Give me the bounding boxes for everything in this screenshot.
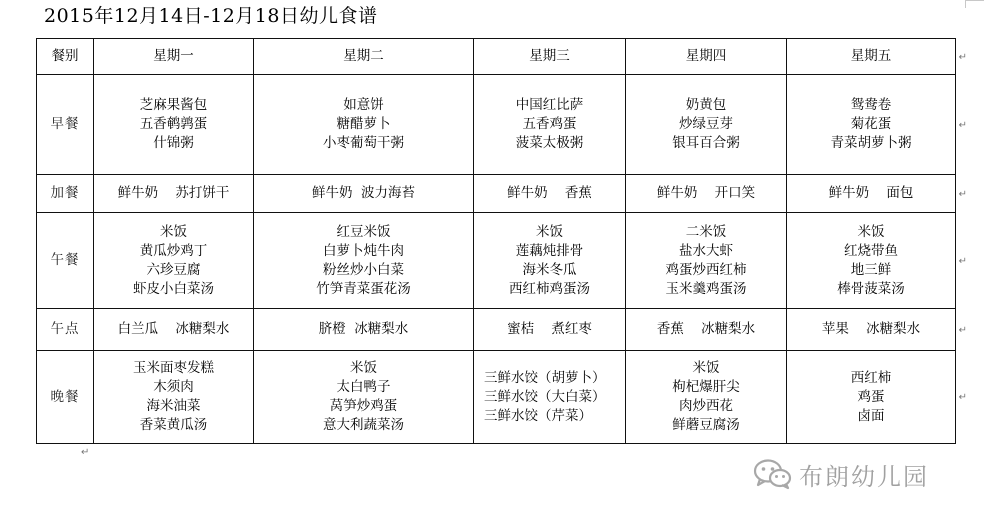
dish-item: 虾皮小白菜汤 <box>133 280 214 297</box>
paragraph-mark: ↵ <box>958 119 967 131</box>
dish-item: 三鲜水饺（胡萝卜） <box>484 369 606 386</box>
dish-item: 香蕉 冰糖梨水 <box>656 321 756 337</box>
meal-label-cell <box>37 351 94 444</box>
dish-item: 米饭 <box>857 223 885 240</box>
menu-cell <box>474 351 626 444</box>
dish-item: 西红柿鸡蛋汤 <box>509 280 590 297</box>
dish-item: 三鲜水饺（大白菜） <box>484 388 606 405</box>
dish-item: 莴笋炒鸡蛋 <box>329 398 398 414</box>
dish-item: 米饭 <box>160 223 187 240</box>
meal-row <box>37 75 956 175</box>
dish-item: 白兰瓜 冰糖梨水 <box>117 321 230 337</box>
dish-item: 卤面 <box>857 407 885 424</box>
menu-table <box>36 38 967 444</box>
dish-item: 红豆米饭 <box>336 223 391 240</box>
meal-row <box>37 213 956 309</box>
dish-item: 米饭 <box>350 360 377 376</box>
corner-cell <box>37 39 94 75</box>
meal-label: 午点 <box>50 321 80 337</box>
day-label: 星期三 <box>529 48 570 64</box>
corner-label: 餐别 <box>51 48 79 64</box>
header-row <box>37 39 956 75</box>
dish-item: 地三鲜 <box>850 261 892 278</box>
dish-item: 脐橙 冰糖梨水 <box>318 321 409 337</box>
dish-item: 意大利蔬菜汤 <box>323 417 404 433</box>
dish-item: 蜜桔 煮红枣 <box>507 321 592 337</box>
wechat-icon <box>753 458 793 490</box>
meal-row <box>37 351 956 444</box>
dish-item: 鲜蘑豆腐汤 <box>672 417 740 433</box>
dish-item: 木须肉 <box>153 379 194 395</box>
dish-item: 莲藕炖排骨 <box>515 242 584 259</box>
menu-cell <box>626 309 787 351</box>
dish-item: 香菜黄瓜汤 <box>139 417 208 433</box>
dish-item: 玉米面枣发糕 <box>133 360 214 376</box>
dish-item: 如意饼 <box>343 97 384 113</box>
dish-item: 糖醋萝卜 <box>336 116 391 132</box>
dish-item: 鲜牛奶 面包 <box>828 185 914 201</box>
meal-label: 加餐 <box>50 185 80 201</box>
menu-cell <box>787 213 967 309</box>
day-header <box>254 39 474 75</box>
dish-item: 鲜牛奶 香蕉 <box>507 185 592 201</box>
paragraph-mark: ↵ <box>958 324 967 336</box>
meal-label: 早餐 <box>50 116 80 132</box>
menu-cell <box>787 75 967 175</box>
menu-cell <box>94 175 254 213</box>
dish-item: 鸡蛋 <box>857 388 885 405</box>
watermark <box>753 454 929 494</box>
ruler-tick <box>965 0 966 8</box>
paragraph-mark: ↵ <box>958 255 967 267</box>
dish-item: 鲜牛奶 苏打饼干 <box>117 185 230 201</box>
dish-item: 竹笋青菜蛋花汤 <box>316 280 411 297</box>
paragraph-mark: ↵ <box>81 447 90 458</box>
dish-item: 米饭 <box>692 360 720 376</box>
dish-item: 五香鸡蛋 <box>522 116 577 132</box>
day-label: 星期一 <box>153 48 194 64</box>
dish-item: 西红柿 <box>850 369 892 386</box>
dish-item: 小枣葡萄干粥 <box>323 135 404 151</box>
menu-cell <box>474 309 626 351</box>
dish-item: 中国红比萨 <box>515 97 584 113</box>
menu-cell <box>787 175 967 213</box>
day-header <box>787 39 967 75</box>
dish-item: 菊花蛋 <box>850 116 892 132</box>
paragraph-mark: ↵ <box>958 392 967 403</box>
page-title: 2015年12月14日-12月18日幼儿食谱 <box>44 5 378 27</box>
meal-label-cell <box>37 75 94 175</box>
dish-item: 三鲜水饺（芹菜） <box>484 407 592 424</box>
paragraph-mark: ↵ <box>958 188 967 200</box>
dish-item: 红烧带鱼 <box>844 242 898 259</box>
dish-item: 太白鸭子 <box>336 379 391 395</box>
day-label: 星期二 <box>343 48 384 64</box>
dish-item: 菠菜太极粥 <box>515 135 584 151</box>
day-label: 星期五 <box>850 48 892 64</box>
day-header <box>626 39 787 75</box>
dish-item: 玉米羹鸡蛋汤 <box>665 280 747 297</box>
menu-cell <box>94 309 254 351</box>
menu-cell <box>94 351 254 444</box>
menu-cell <box>254 351 474 444</box>
dish-item: 芝麻果酱包 <box>139 97 208 113</box>
dish-item: 米饭 <box>536 223 563 240</box>
menu-cell <box>626 75 787 175</box>
dish-item: 鲜牛奶 波力海苔 <box>311 185 416 201</box>
meal-label-cell <box>37 309 94 351</box>
dish-item: 炒绿豆芽 <box>679 116 733 132</box>
meal-label: 午餐 <box>50 252 80 268</box>
ruler-line <box>965 0 984 1</box>
menu-cell <box>474 213 626 309</box>
meal-label-cell <box>37 213 94 309</box>
paragraph-mark: ↵ <box>958 51 967 63</box>
dish-item: 银耳百合粥 <box>672 135 740 151</box>
dish-item: 什锦粥 <box>153 135 194 151</box>
meal-row <box>37 309 956 351</box>
dish-item: 海米油菜 <box>146 398 201 414</box>
watermark-text: 布朗幼儿园 <box>799 462 929 491</box>
day-label: 星期四 <box>685 48 727 64</box>
dish-item: 鸳鸯卷 <box>850 97 892 113</box>
meal-label: 晚餐 <box>50 388 80 405</box>
dish-item: 枸杞爆肝尖 <box>672 379 740 395</box>
menu-cell <box>254 213 474 309</box>
dish-item: 苹果 冰糖梨水 <box>821 321 921 337</box>
menu-cell <box>94 213 254 309</box>
dish-item: 海米冬瓜 <box>522 261 577 278</box>
dish-item: 棒骨菠菜汤 <box>837 280 905 297</box>
dish-item: 二米饭 <box>685 223 727 240</box>
dish-item: 六珍豆腐 <box>146 261 201 278</box>
meal-row <box>37 175 956 213</box>
dish-item: 五香鹌鹑蛋 <box>139 116 208 132</box>
menu-cell <box>254 309 474 351</box>
dish-item: 奶黄包 <box>685 97 727 113</box>
dish-item: 粉丝炒小白菜 <box>323 261 404 278</box>
menu-cell <box>787 351 967 444</box>
dish-item: 肉炒西花 <box>679 398 733 414</box>
menu-cell <box>626 351 787 444</box>
dish-item: 白萝卜炖牛肉 <box>323 242 404 259</box>
menu-cell <box>787 309 967 351</box>
dish-item: 鸡蛋炒西红柿 <box>665 261 747 278</box>
menu-cell <box>474 175 626 213</box>
menu-cell <box>254 175 474 213</box>
day-header <box>474 39 626 75</box>
dish-item: 盐水大虾 <box>679 242 733 259</box>
menu-cell <box>626 213 787 309</box>
dish-item: 鲜牛奶 开口笑 <box>656 185 756 201</box>
menu-cell <box>254 75 474 175</box>
menu-cell <box>474 75 626 175</box>
meal-label-cell <box>37 175 94 213</box>
dish-item: 青菜胡萝卜粥 <box>830 135 912 151</box>
day-header <box>94 39 254 75</box>
dish-item: 黄瓜炒鸡丁 <box>139 242 208 259</box>
menu-cell <box>94 75 254 175</box>
menu-cell <box>626 175 787 213</box>
